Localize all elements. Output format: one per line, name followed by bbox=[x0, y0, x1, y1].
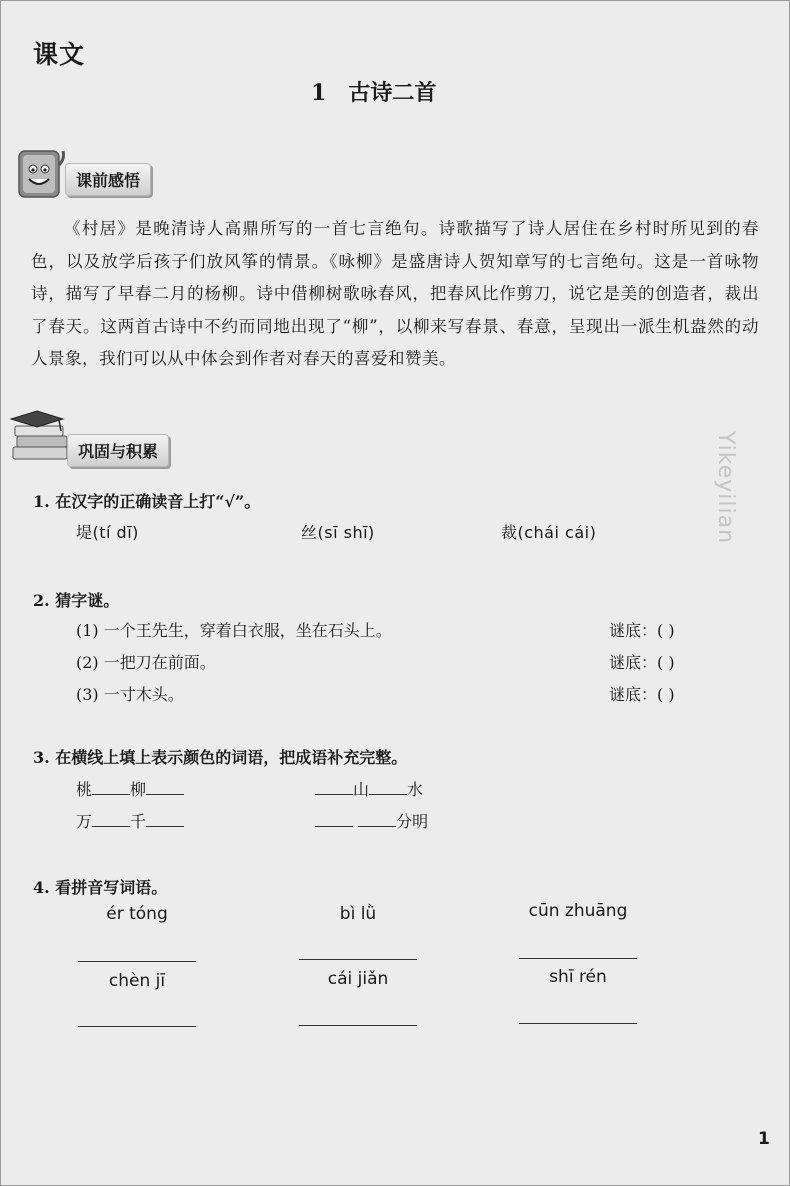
idiom-4 bbox=[315, 809, 428, 832]
riddle-1-answer[interactable]: 谜底：( ) bbox=[609, 621, 675, 640]
pinyin-6: shī rén bbox=[549, 967, 607, 987]
answer-line-3[interactable] bbox=[519, 958, 637, 959]
idiom-1-blank-2[interactable] bbox=[146, 780, 184, 795]
idiom-2-blank-2[interactable] bbox=[369, 780, 407, 795]
pinyin-1: ér tóng bbox=[106, 904, 168, 924]
lesson-title-text: 古诗二首 bbox=[348, 80, 437, 106]
question-3-prompt: 3. 在横线上填上表示颜色的词语，把成语补充完整。 bbox=[33, 748, 408, 767]
idiom-3-blank-2[interactable] bbox=[146, 812, 184, 827]
intro-paragraph: 《村居》是晚清诗人高鼎所写的一首七言绝句。诗歌描写了诗人居住在乡村时所见到的春色，以及放学后孩子们放风筝的情景。《咏柳》是盛唐诗人贺知章写的七言绝句。这是一首咏物诗，描写了早春二月的杨柳。诗中借柳树歌咏春风，把春风比作剪刀，说它是美的创造者，裁出了春天。这两首古诗中不约而同地出现了“柳”，以柳来写春景、春意，呈现出一派生机盎然的动人景象，我们可以从中体会到作者对春天的喜爱和赞美。 bbox=[31, 219, 759, 368]
idiom-2-char-1: 山 bbox=[353, 780, 370, 799]
riddle-2-answer[interactable]: 谜底：( ) bbox=[609, 653, 675, 672]
answer-line-2[interactable] bbox=[299, 959, 417, 960]
idiom-3-char-2: 千 bbox=[130, 812, 147, 831]
answer-line-5[interactable] bbox=[299, 1025, 417, 1026]
q1-item-2[interactable]: 丝(sī shī) bbox=[301, 523, 375, 542]
question-1-prompt: 1. 在汉字的正确读音上打“√”。 bbox=[33, 492, 261, 511]
question-2-prompt: 2. 猜字谜。 bbox=[33, 591, 120, 610]
unit-title: 课文 bbox=[33, 40, 86, 69]
side-watermark: Yikeyilian bbox=[713, 431, 738, 545]
idiom-2-blank-1[interactable] bbox=[315, 780, 353, 795]
smiling-book-icon bbox=[15, 145, 67, 203]
idiom-4-blank-1[interactable] bbox=[315, 812, 353, 827]
books-graduation-cap-icon bbox=[7, 409, 73, 467]
pinyin-2: bì lǜ bbox=[339, 904, 377, 924]
answer-line-1[interactable] bbox=[78, 961, 196, 962]
riddle-2: (2) 一把刀在前面。 bbox=[76, 653, 216, 672]
riddle-3-answer[interactable]: 谜底：( ) bbox=[609, 685, 675, 704]
question-4-prompt: 4. 看拼音写词语。 bbox=[33, 878, 168, 897]
idiom-4-blank-2[interactable] bbox=[358, 812, 396, 827]
idiom-3-blank-1[interactable] bbox=[92, 812, 130, 827]
pinyin-4: chèn jī bbox=[108, 971, 166, 991]
lesson-title bbox=[311, 76, 436, 107]
lesson-number: 1 bbox=[311, 80, 327, 106]
page-number: 1 bbox=[758, 1129, 770, 1149]
idiom-2-char-2: 水 bbox=[407, 780, 424, 799]
answer-line-4[interactable] bbox=[78, 1026, 196, 1027]
idiom-3-char-1: 万 bbox=[76, 812, 93, 831]
idiom-1-char-2: 柳 bbox=[130, 780, 147, 799]
pinyin-3: cūn zhuāng bbox=[528, 901, 628, 921]
pinyin-5: cái jiǎn bbox=[327, 969, 389, 989]
q1-item-3[interactable]: 裁(chái cái) bbox=[501, 523, 597, 542]
riddle-3: (3) 一寸木头。 bbox=[76, 685, 184, 704]
answer-line-6[interactable] bbox=[519, 1023, 637, 1024]
idiom-1 bbox=[76, 777, 184, 800]
q1-item-1[interactable]: 堤(tí dī) bbox=[76, 523, 139, 542]
section-label-consolidate: 巩固与积累 bbox=[67, 434, 169, 467]
idiom-2 bbox=[315, 777, 423, 800]
idiom-1-blank-1[interactable] bbox=[92, 780, 130, 795]
riddle-1: (1) 一个王先生，穿着白衣服，坐在石头上。 bbox=[76, 621, 392, 640]
section-label-preview: 课前感悟 bbox=[65, 163, 151, 196]
idiom-4-suffix: 分明 bbox=[396, 812, 429, 831]
idiom-1-char-1: 桃 bbox=[76, 780, 93, 799]
idiom-3 bbox=[76, 809, 184, 832]
